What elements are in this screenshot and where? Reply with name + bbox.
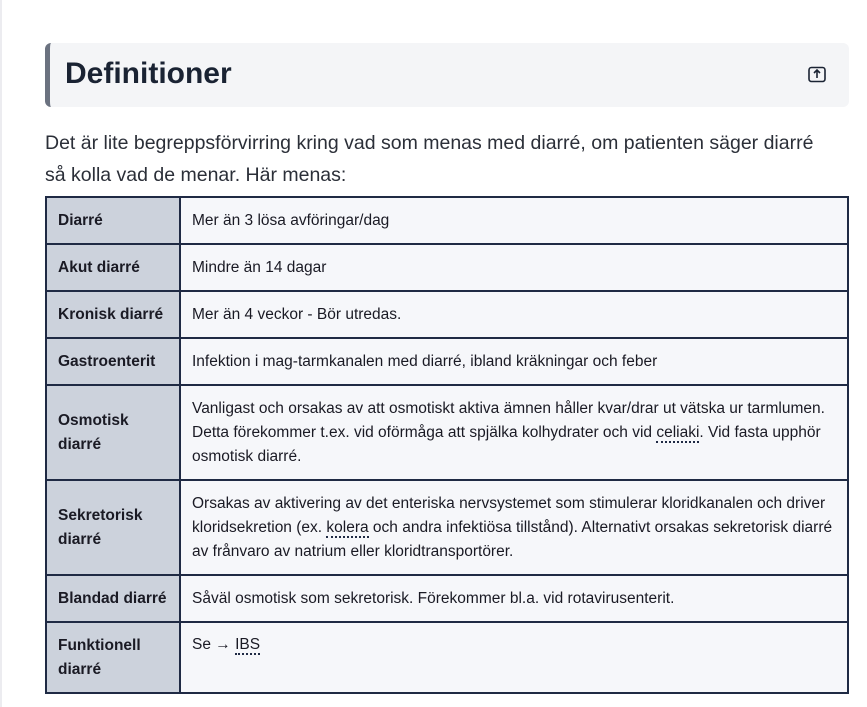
table-row xyxy=(46,385,848,480)
intro-text: Det är lite begreppsförvirring kring vad som menas med diarré, om patienten säger diarré så kolla vad de menar. Här menas: xyxy=(45,132,814,186)
description-cell: Infektion i mag-tarmkanalen med diarré, ibland kräkningar och feber xyxy=(180,338,848,385)
description-cell: Mer än 4 veckor - Bör utredas. xyxy=(180,291,848,338)
term-cell: Gastroenterit xyxy=(46,338,180,385)
term-cell: Blandad diarré xyxy=(46,575,180,622)
table-row xyxy=(46,338,848,385)
description-cell: Mindre än 14 dagar xyxy=(180,244,848,291)
description-text: . Vid fasta upphör osmotisk diarré. xyxy=(192,423,821,465)
share-icon[interactable] xyxy=(807,64,827,84)
description-cell xyxy=(180,385,848,480)
section-title: Definitioner xyxy=(65,57,232,90)
ibs-link[interactable]: IBS xyxy=(235,636,261,653)
table-row xyxy=(46,575,848,622)
term-cell: Diarré xyxy=(46,197,180,244)
table-row xyxy=(46,291,848,338)
table-row xyxy=(46,244,848,291)
table-row xyxy=(46,622,848,693)
celiaki-link[interactable]: celiaki xyxy=(656,423,700,441)
description-cell xyxy=(180,622,848,693)
description-text: och andra infektiösa tillstånd). Alternativt orsakas sekretorisk diarré av frånvaro av natrium eller kloridtransportörer. xyxy=(192,518,833,560)
description-cell: Såväl osmotisk som sekretorisk. Förekommer bl.a. vid rotavirusenterit. xyxy=(180,575,848,622)
description-text: Vanligast och orsakas av att osmotiskt aktiva ämnen håller kvar/drar ut vätska ur tarmlumen. Detta förekommer t.ex. vid oförmåga att spjälka kolhydrater och vid xyxy=(192,399,825,441)
description-cell: Mer än 3 lösa avföringar/dag xyxy=(180,197,848,244)
term-cell: Akut diarré xyxy=(46,244,180,291)
kolera-link[interactable]: kolera xyxy=(326,518,369,536)
term-cell: Funktionell diarré xyxy=(46,622,180,693)
section-header xyxy=(45,43,849,107)
description-text: Se → xyxy=(192,636,236,653)
term-cell: Kronisk diarré xyxy=(46,291,180,338)
definitions-table xyxy=(45,196,849,694)
table-row xyxy=(46,480,848,575)
left-edge-divider xyxy=(0,0,2,707)
term-cell: Sekretorisk diarré xyxy=(46,480,180,575)
term-cell: Osmotisk diarré xyxy=(46,385,180,480)
description-text: Orsakas av aktivering av det enteriska nervsystemet som stimulerar kloridkanalen och driver kloridsekretion (ex. xyxy=(192,494,826,536)
table-row xyxy=(46,197,848,244)
description-cell xyxy=(180,480,848,575)
